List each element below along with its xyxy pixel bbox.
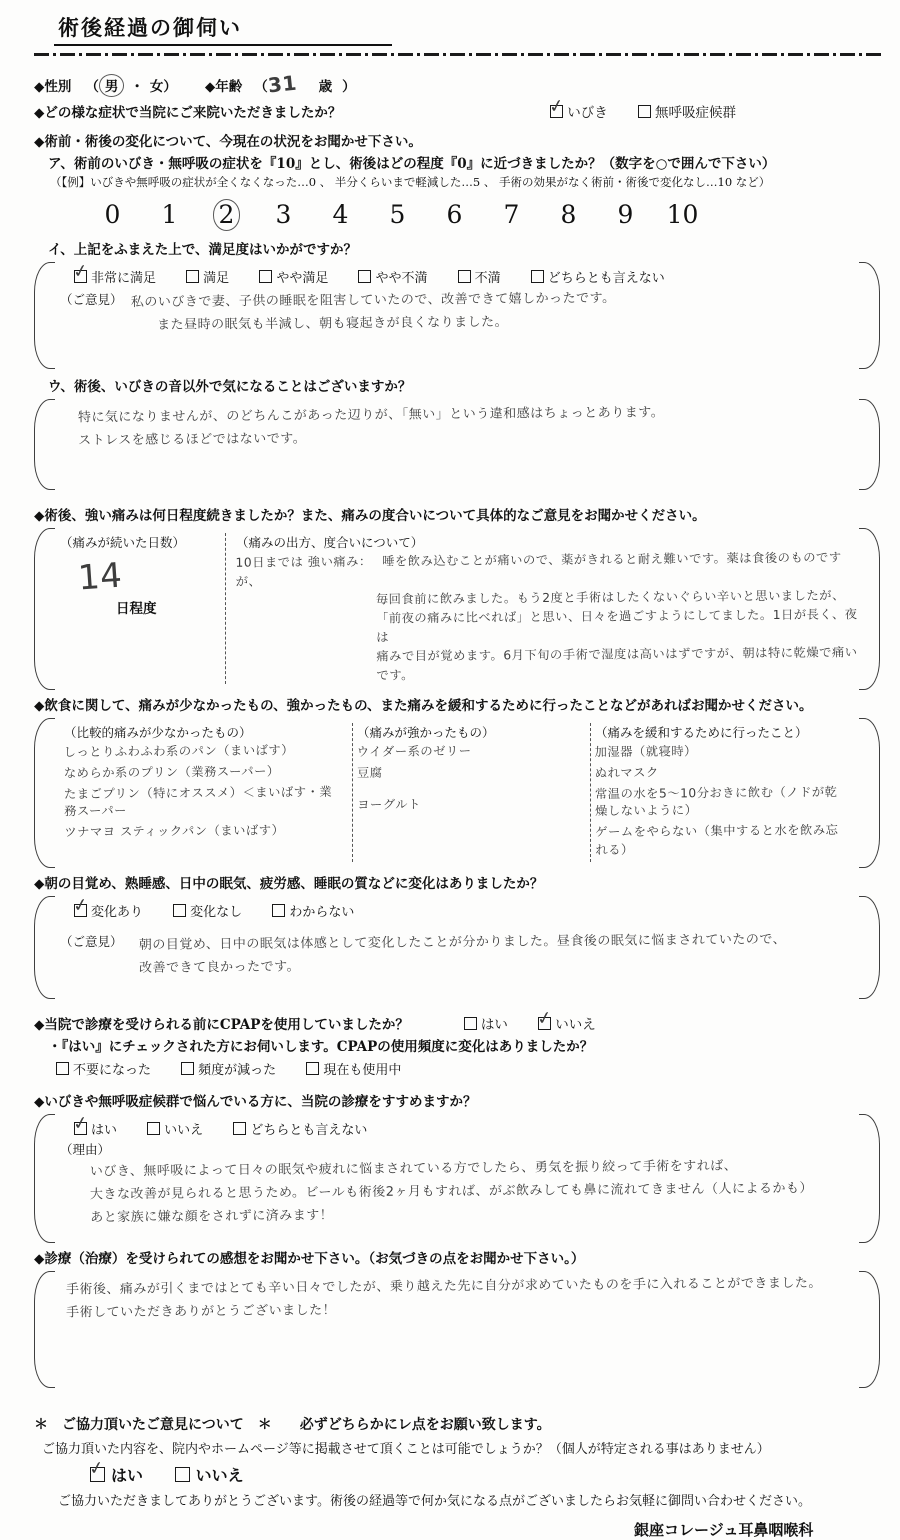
- cpap-question: ◆当院で診療を受けられる前にCPAPを使用していましたか？: [34, 1017, 409, 1034]
- pain-days-column: [60, 533, 225, 684]
- checkbox-ibiki[interactable]: [550, 105, 563, 118]
- eating-item: ヨーグルト: [357, 797, 421, 812]
- handwritten-comment-line: 手術していただきありがとうございました！: [66, 1303, 337, 1321]
- scale-number-3[interactable]: 3: [275, 200, 292, 229]
- sleep-option[interactable]: [74, 905, 143, 920]
- eating-question: ◆飲食に関して、痛みが少なかったもの、強かったもの、また痛みを緩和するために行ったことなどがあればお聞かせください。: [34, 698, 813, 715]
- checkbox-somewhat-unsatisfied[interactable]: [358, 270, 371, 283]
- symptom-option-label: 無呼吸症候群: [655, 105, 736, 121]
- footer-heading: ＊ ご協力頂いたご意見について ＊ 必ずどちらかにレ点をお願い致します。: [34, 1417, 551, 1434]
- publish-option-yes[interactable]: [90, 1466, 143, 1485]
- scale-number-5[interactable]: 5: [389, 200, 406, 229]
- satisfaction-option[interactable]: [186, 271, 229, 286]
- satisfaction-question: イ、上記をふまえた上で、満足度はいかがですか？: [48, 242, 358, 258]
- scale-example: （【例】いびきや無呼吸の症状が全くなくなった…0 、 半分くらいまで軽減した…5 、 手術の効果がなく術前・術後で変化なし…10 など）: [50, 175, 771, 189]
- scale-number-7[interactable]: 7: [503, 200, 520, 229]
- gender-separator: ・: [130, 79, 144, 95]
- option-label: いいえ: [164, 1123, 204, 1139]
- impressions-question: ◆診療（治療）を受けられての感想をお聞かせ下さい。（お気づきの点をお聞かせ下さい。）: [34, 1251, 585, 1268]
- satisfaction-option[interactable]: [74, 271, 156, 286]
- checkbox-still-using[interactable]: [306, 1062, 319, 1075]
- checkbox-cpap-yes[interactable]: [464, 1017, 477, 1030]
- satisfaction-option[interactable]: [458, 271, 501, 286]
- cpap-sub-option[interactable]: [56, 1063, 151, 1078]
- eating-box: [34, 718, 880, 868]
- pain-days-value: 14: [76, 555, 124, 599]
- pain-detail-label: （痛みの出方、度合いについて）: [236, 535, 424, 550]
- comment-label: （ご意見）: [60, 934, 123, 950]
- pain-days-label: （痛みが続いた日数）: [60, 535, 186, 550]
- pain-detail-column: [225, 533, 858, 684]
- scale-number-1[interactable]: 1: [161, 200, 178, 229]
- eating-item: 常温の水を5～10分おきに飲む（ノドが乾燥しないように）: [594, 784, 838, 819]
- checkbox-recommend-no[interactable]: [147, 1122, 160, 1135]
- handwritten-comment-line: 手術後、痛みが引くまではとても辛い日々でしたが、乗り越えた先に自分が求めていたものを手に入れることができました。: [65, 1276, 822, 1298]
- cpap-option-yes[interactable]: [464, 1017, 508, 1033]
- recommend-box: [34, 1114, 880, 1243]
- sleep-option[interactable]: [173, 905, 242, 920]
- eating-column-less-pain: [60, 723, 352, 862]
- eating-item: たまごプリン（特にオススメ）＜まいばす・業務スーパー: [63, 784, 333, 820]
- scale-number-8[interactable]: 8: [560, 200, 577, 229]
- other-concerns-box: [34, 399, 880, 490]
- recommend-option[interactable]: [74, 1123, 117, 1138]
- cpap-sub-option[interactable]: [306, 1063, 401, 1078]
- option-label: 不満: [474, 271, 501, 286]
- eating-column-label: （痛みを緩和するために行ったこと）: [595, 725, 808, 741]
- pain-days-unit: 日程度: [116, 601, 157, 617]
- scale-number-2[interactable]: 2: [213, 199, 241, 231]
- eating-item: 加湿器（就寝時）: [594, 744, 698, 760]
- eating-item: ゲームをやらない（集中すると水を飲み忘れる）: [595, 823, 839, 858]
- handwritten-comment-line: 大きな改善が見られると思うため。ビールも術後2ヶ月もすれば、がぶ飲みしても鼻に流れてきません（人によるかも）: [89, 1181, 814, 1203]
- option-label: どちらとも言えない: [547, 271, 665, 286]
- publish-question: ご協力頂いた内容を、院内やホームページ等に掲載させて頂くことは可能でしょうか？（個人が特定される事はありません）: [42, 1442, 770, 1458]
- scale-number-10[interactable]: 10: [666, 200, 699, 229]
- publish-options: [90, 1463, 882, 1486]
- sleep-quality-question: ◆朝の目覚め、熟睡感、日中の眠気、疲労感、睡眠の質などに変化はありましたか？: [34, 876, 544, 893]
- option-label: やや不満: [375, 271, 428, 286]
- gender-label: ◆性別: [34, 79, 72, 95]
- comment-label: （ご意見）: [60, 292, 123, 307]
- pain-question: ◆術後、強い痛みは何日程度続きましたか？また、痛みの度合いについて具体的なご意見をお聞かせください。: [34, 508, 706, 524]
- cpap-sub-option[interactable]: [181, 1063, 276, 1078]
- checkbox-neither[interactable]: [531, 270, 544, 283]
- eating-item: ぬれマスク: [594, 765, 659, 781]
- option-label: 変化あり: [91, 905, 144, 921]
- change-heading: ◆術前・術後の変化について、今現在の状況をお聞かせ下さい。: [34, 134, 422, 150]
- sleep-option[interactable]: [272, 905, 354, 920]
- option-label: 現在も使用中: [323, 1063, 402, 1079]
- symptom-row: [34, 101, 882, 121]
- symptom-option-label: いびき: [567, 105, 608, 121]
- scale-row: [84, 200, 882, 229]
- eating-item: なめらか系のプリン（業務スーパー）: [63, 764, 280, 781]
- age-paren-close: ）: [342, 79, 356, 95]
- checkbox-mukokyu[interactable]: [638, 105, 651, 118]
- checkbox-very-satisfied[interactable]: [74, 270, 87, 283]
- age-unit: 歳: [318, 79, 333, 95]
- age-value[interactable]: 31: [266, 70, 298, 98]
- handwritten-comment-line: 改善できて良かったです。: [138, 959, 300, 976]
- option-label: 満足: [203, 271, 230, 286]
- checkbox-publish-yes[interactable]: [90, 1467, 105, 1482]
- checkbox-recommend-neither[interactable]: [233, 1122, 246, 1135]
- option-label: いいえ: [555, 1017, 596, 1034]
- handwritten-comment-line: また昼時の眠気も半減し、朝も寝起きが良くなりました。: [156, 314, 508, 333]
- scale-question: ア、術前のいびき・無呼吸の症状を『10』とし、術後はどの程度『0』に近づきましたか？（数字を○で囲んで下さい）: [48, 156, 776, 172]
- eating-item: 豆腐: [356, 765, 383, 781]
- handwritten-comment-line: 特に気になりませんが、のどちんこがあった辺りが、「無い」という違和感はちょっとあります。: [77, 405, 665, 426]
- checkbox-no-longer-needed[interactable]: [56, 1062, 69, 1075]
- gender-option-female[interactable]: 女: [149, 79, 164, 95]
- option-label: はい: [111, 1466, 144, 1486]
- option-label: やや満足: [276, 271, 329, 286]
- scale-number-9[interactable]: 9: [617, 200, 634, 229]
- handwritten-comment-line: あと家族に嫌な顔をされずに済みます！: [90, 1207, 334, 1226]
- checkbox-unsatisfied[interactable]: [458, 270, 471, 283]
- handwritten-comment-line: 朝の目覚め、日中の眠気は体感として変化したことが分かりました。昼食後の眠気に悩まされていたので、: [138, 932, 786, 954]
- cpap-row: [34, 1013, 882, 1033]
- satisfaction-box: [34, 262, 880, 369]
- eating-column-relief: [590, 723, 858, 862]
- symptom-option-mukokyu[interactable]: [638, 105, 736, 121]
- option-label: どちらとも言えない: [250, 1123, 368, 1139]
- option-label: いいえ: [195, 1466, 244, 1486]
- reason-label: （理由）: [60, 1142, 111, 1158]
- recommend-option[interactable]: [147, 1123, 203, 1138]
- satisfaction-option[interactable]: [531, 271, 665, 286]
- eating-column-more-pain: [352, 723, 590, 862]
- gender-paren-open: （: [85, 79, 99, 95]
- eating-item: しっとりふわふわ系のパン（まいばす）: [63, 743, 295, 760]
- cpap-sub-options: [56, 1059, 882, 1078]
- page-title: 術後経過の御伺い: [54, 12, 392, 46]
- option-label: わからない: [289, 905, 355, 921]
- dash-dot-divider: [34, 53, 882, 56]
- scale-number-0[interactable]: 0: [104, 200, 121, 229]
- option-label: はい: [480, 1017, 508, 1034]
- publish-option-no[interactable]: [175, 1466, 244, 1485]
- sleep-quality-box: [34, 896, 880, 999]
- handwritten-comment-line: 唾を飲み込むことが痛いので、薬がきれると耐え難いです。薬は食後のものですが、: [235, 550, 842, 589]
- gender-option-male[interactable]: 男: [99, 74, 125, 97]
- profile-row: [34, 65, 882, 97]
- pain-detail-intro: 10日までは 強い痛み：: [235, 554, 372, 570]
- option-label: 頻度が減った: [198, 1063, 277, 1079]
- cpap-option-no[interactable]: [538, 1017, 596, 1033]
- checkbox-changed[interactable]: [74, 904, 87, 917]
- impressions-box: [34, 1271, 880, 1388]
- recommend-option[interactable]: [233, 1123, 367, 1138]
- checkbox-cpap-no[interactable]: [538, 1017, 551, 1030]
- option-label: 不要になった: [73, 1063, 152, 1079]
- recommend-question: ◆いびきや無呼吸症候群で悩んでいる方に、当院の診療をすすめますか？: [34, 1094, 477, 1111]
- scale-number-4[interactable]: 4: [332, 200, 349, 229]
- checkbox-unknown[interactable]: [272, 904, 285, 917]
- checkbox-less-frequent[interactable]: [181, 1062, 194, 1075]
- option-label: 非常に満足: [91, 271, 157, 286]
- eating-column-label: （痛みが強かったもの）: [357, 725, 495, 741]
- symptom-option-ibiki[interactable]: [550, 105, 612, 121]
- handwritten-comment-line: 毎回食前に飲みました。もう2度と手術はしたくないぐらい辛いと思いましたが、: [375, 588, 845, 607]
- satisfaction-option[interactable]: [358, 271, 427, 286]
- checkbox-recommend-yes[interactable]: [74, 1122, 87, 1135]
- gender-paren-close: ）: [163, 79, 177, 95]
- eating-column-label: （比較的痛みが少なかったもの）: [64, 725, 252, 741]
- checkbox-somewhat-satisfied[interactable]: [259, 270, 272, 283]
- scale-number-6[interactable]: 6: [446, 200, 463, 229]
- satisfaction-option[interactable]: [259, 271, 328, 286]
- clinic-name: 銀座コレージュ耳鼻咽喉科: [634, 1521, 814, 1540]
- age-paren-open: （: [254, 79, 268, 95]
- option-label: はい: [91, 1123, 118, 1139]
- handwritten-comment-line: ストレスを感じるほどではないです。: [78, 431, 307, 449]
- thanks-text: ご協力いただきましてありがとうございます。術後の経過等で何か気になる点がございましたらお気軽に御問い合わせください。: [58, 1494, 811, 1510]
- checkbox-satisfied[interactable]: [186, 270, 199, 283]
- eating-item: ツナマヨ スティックパン（まいばす）: [64, 823, 285, 840]
- handwritten-comment-line: 私のいびきで妻、子供の睡眠を阻害していたので、改善できて嬉しかったです。: [130, 290, 616, 311]
- option-label: 変化なし: [190, 905, 243, 921]
- handwritten-comment-line: いびき、無呼吸によって日々の眠気や疲れに悩まされている方でしたら、勇気を振り絞って手術をすれば、: [89, 1158, 738, 1180]
- handwritten-comment-line: 「前夜の痛みに比べれば」と思い、日々を過ごすようにしてました。1日が長く、夜は: [375, 607, 858, 645]
- handwritten-comment-line: 痛みで目が覚めます。6月下旬の手術で湿度は高いはずですが、朝は特に乾燥で痛いです。: [376, 645, 858, 683]
- symptom-question: ◆どの様な症状で当院にご来院いただきましたか？: [34, 105, 342, 121]
- pain-box: [34, 528, 880, 690]
- eating-item: ウイダー系のゼリー: [356, 744, 472, 760]
- other-concerns-question: ウ、術後、いびきの音以外で気になることはございますか？: [48, 379, 412, 395]
- age-label: ◆年齢: [204, 79, 243, 95]
- cpap-sub-question: ・『はい』にチェックされた方にお伺いします。CPAPの使用頻度に変化はありましたか？: [48, 1039, 594, 1056]
- checkbox-publish-no[interactable]: [175, 1467, 190, 1482]
- checkbox-no-change[interactable]: [173, 904, 186, 917]
